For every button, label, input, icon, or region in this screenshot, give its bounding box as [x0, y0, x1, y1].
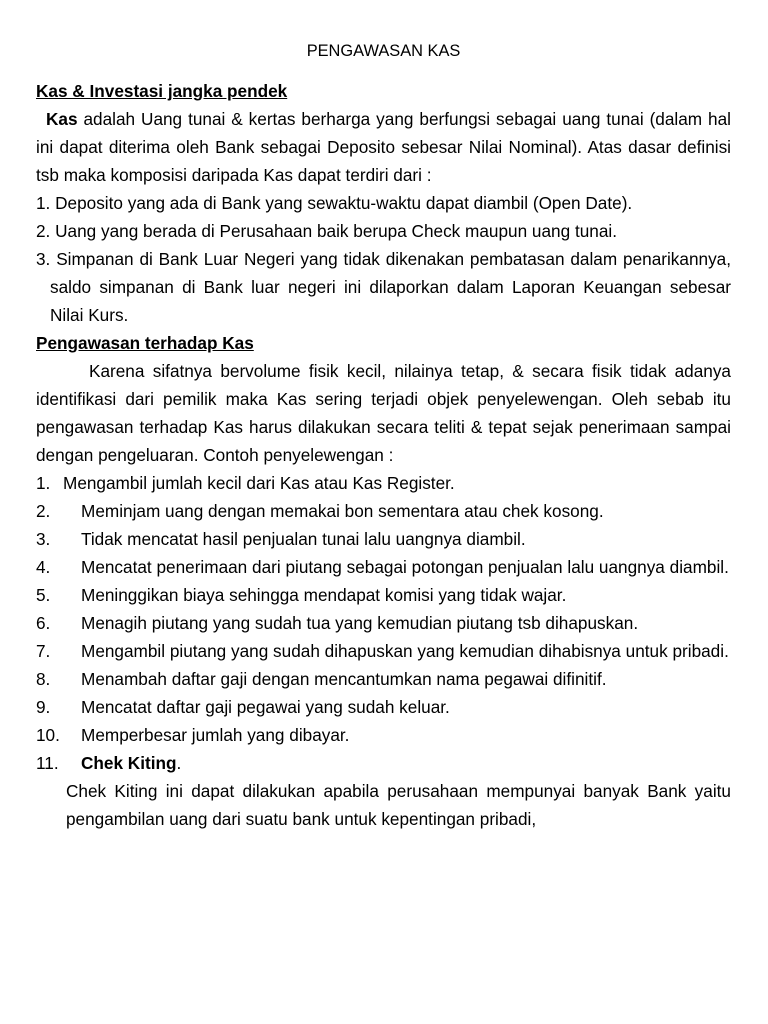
list-item-number: 3.	[36, 249, 51, 269]
list-item	[36, 637, 731, 665]
kas-composition-list	[36, 189, 731, 329]
list-item	[36, 581, 731, 609]
list-item	[36, 665, 731, 693]
page-title: PENGAWASAN KAS	[306, 42, 461, 60]
list-item-text: Menambah daftar gaji dengan mencantumkan nama pegawai difinitif.	[81, 669, 607, 689]
list-item-number: 8.	[36, 669, 51, 689]
list-item-text: Chek Kiting	[81, 753, 177, 773]
list-item-number: 9.	[36, 697, 51, 717]
list-item-text: Deposito yang ada di Bank yang sewaktu-waktu dapat diambil (Open Date).	[55, 193, 633, 213]
section-heading-pengawasan: Pengawasan terhadap Kas	[36, 333, 254, 353]
list-item-number: 5.	[36, 585, 51, 605]
list-item-text: Meninggikan biaya sehingga mendapat komisi yang tidak wajar.	[81, 585, 567, 605]
list-item-number: 7.	[36, 641, 51, 661]
list-item-text: Mengambil jumlah kecil dari Kas atau Kas Register.	[63, 473, 455, 493]
list-item-number: 1.	[36, 193, 51, 213]
list-item	[36, 553, 731, 581]
list-item-number: 4.	[36, 557, 51, 577]
kas-definition-text: adalah Uang tunai & kertas berharga yang berfungsi sebagai uang tunai (dalam hal ini dapat diterima oleh Bank sebagai Deposito sebesar Nilai Nominal). Atas dasar definisi tsb maka komposisi daripada Kas dapat terdiri dari :	[36, 109, 731, 185]
list-item-text: Mengambil piutang yang sudah dihapuskan yang kemudian dihabisnya untuk pribadi.	[81, 641, 729, 661]
kas-term: Kas	[46, 109, 78, 129]
list-item-number: 1.	[36, 473, 51, 493]
list-item	[36, 749, 731, 777]
list-item	[36, 525, 731, 553]
section-heading-kas-investasi: Kas & Investasi jangka pendek	[36, 81, 288, 101]
list-item-number: 10.	[36, 725, 60, 745]
list-item	[36, 469, 731, 497]
list-item	[36, 217, 731, 245]
list-item-number: 2.	[36, 221, 51, 241]
list-item-text: Tidak mencatat hasil penjualan tunai lalu uangnya diambil.	[81, 529, 526, 549]
list-item-number: 2.	[36, 501, 51, 521]
list-item-number: 11.	[36, 753, 59, 773]
list-item-text: Mencatat penerimaan dari piutang sebagai potongan penjualan lalu uangnya diambil.	[81, 557, 729, 577]
list-item-number: 3.	[36, 529, 51, 549]
pengawasan-intro-paragraph: Karena sifatnya bervolume fisik kecil, nilainya tetap, & secara fisik tidak adanya identifikasi dari pemilik maka Kas sering terjadi objek penyelewengan. Oleh sebab itu pengawasan terhadap Kas harus dilakukan secara teliti & tepat sejak penerimaan sampai dengan pengeluaran. Contoh penyelewengan :	[36, 361, 731, 465]
list-item-text: Memperbesar jumlah yang dibayar.	[81, 725, 350, 745]
list-item-text: Uang yang berada di Perusahaan baik berupa Check maupun uang tunai.	[55, 221, 617, 241]
penyelewengan-list	[36, 469, 731, 777]
list-item-text: Meminjam uang dengan memakai bon sementara atau chek kosong.	[81, 501, 604, 521]
list-item-suffix: .	[176, 753, 182, 773]
list-item	[36, 245, 731, 329]
list-item-number: 6.	[36, 613, 51, 633]
list-item	[36, 189, 731, 217]
list-item	[36, 721, 731, 749]
kas-definition-paragraph	[36, 105, 731, 189]
list-item	[36, 693, 731, 721]
list-item-text: Simpanan di Bank Luar Negeri yang tidak dikenakan pembatasan dalam penarikannya, saldo simpanan di Bank luar negeri ini dilaporkan dalam Laporan Keuangan sebesar Nilai Kurs.	[50, 249, 731, 325]
list-item-text: Mencatat daftar gaji pegawai yang sudah keluar.	[81, 697, 450, 717]
chek-kiting-paragraph: Chek Kiting ini dapat dilakukan apabila perusahaan mempunyai banyak Bank yaitu pengambilan uang dari suatu bank untuk kepentingan pribadi,	[66, 781, 731, 829]
list-item	[36, 497, 731, 525]
list-item-text: Menagih piutang yang sudah tua yang kemudian piutang tsb dihapuskan.	[81, 613, 639, 633]
list-item	[36, 609, 731, 637]
